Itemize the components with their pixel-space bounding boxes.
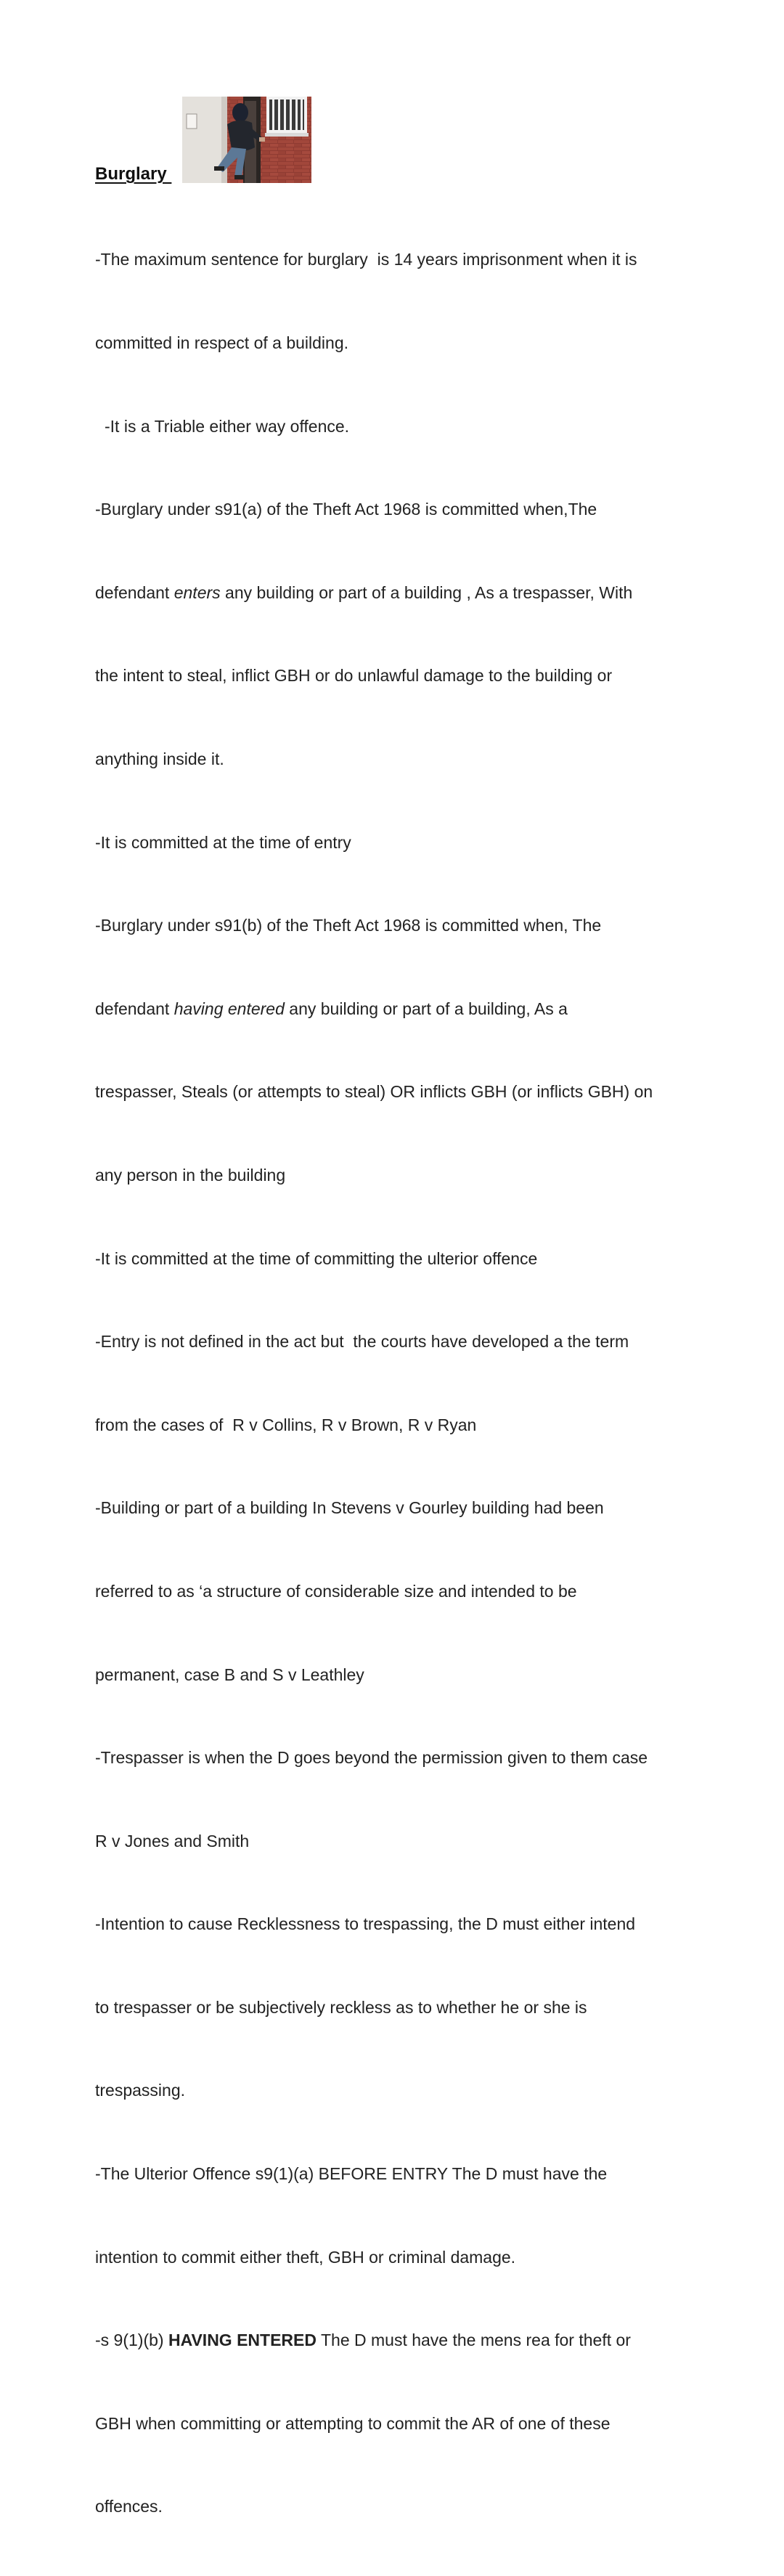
- text-line: -It is committed at the time of committing the ulterior offence: [95, 1248, 538, 1268]
- text-line: -The Ulterior Offence s9(1)(a) BEFORE ENTRY The D must have the: [95, 2164, 608, 2184]
- text-line: -Trespasser is when the D goes beyond the permission given to them case: [95, 1748, 648, 1768]
- text-line: intention to commit either theft, GBH or criminal damage.: [95, 2247, 516, 2267]
- text-line: -The maximum sentence for burglary is 14 years imprisonment when it is: [95, 250, 637, 269]
- text-line: -It is a Triable either way offence.: [105, 416, 350, 436]
- text-line: referred to as ‘a structure of considerable size and intended to be: [95, 1581, 577, 1601]
- text-line: -Burglary under s91(a) of the Theft Act 1968 is committed when,The: [95, 500, 597, 519]
- text-line: trespassing.: [95, 2081, 186, 2100]
- text-line: R v Jones and Smith: [95, 1831, 250, 1850]
- text-line: committed in respect of a building.: [95, 333, 349, 352]
- text-line: the intent to steal, inflict GBH or do unlawful damage to the building or: [95, 666, 613, 686]
- text-line: to trespasser or be subjectively reckless as to whether he or she is: [95, 1997, 587, 2017]
- document-body: [95, 190, 698, 2576]
- text-line: from the cases of R v Collins, R v Brown, R v Ryan: [95, 1415, 477, 1434]
- emphasis-enters: enters: [173, 582, 221, 602]
- document-title: Burglary: [95, 164, 172, 184]
- text-line: -Burglary under s91(b) of the Theft Act 1968 is committed when, The: [95, 916, 602, 935]
- text-line: defendant enters any building or part of a building , As a trespasser, With: [95, 582, 633, 602]
- text-line: offences.: [95, 2497, 163, 2516]
- text-line: -Building or part of a building In Stevens v Gourley building had been: [95, 1498, 604, 1518]
- burglar-photo: [182, 97, 311, 183]
- emphasis-having-entered-bold: HAVING ENTERED: [168, 2331, 317, 2350]
- text-line: -s 9(1)(b) HAVING ENTERED The D must have the mens rea for theft or: [95, 2331, 631, 2350]
- text-line: trespasser, Steals (or attempts to steal) OR inflicts GBH (or inflicts GBH) on: [95, 1082, 653, 1102]
- text-line: -It is committed at the time of entry: [95, 832, 351, 852]
- text-line: -Entry is not defined in the act but the courts have developed a the term: [95, 1332, 629, 1352]
- text-line: any person in the building: [95, 1165, 286, 1185]
- text-line: defendant having entered any building or part of a building, As a: [95, 999, 568, 1018]
- text-line: anything inside it.: [95, 749, 224, 768]
- text-line: permanent, case B and S v Leathley: [95, 1665, 364, 1684]
- text-line: GBH when committing or attempting to commit the AR of one of these: [95, 2413, 611, 2433]
- emphasis-having-entered: having entered: [173, 999, 285, 1018]
- text-line: -Intention to cause Recklessness to trespassing, the D must either intend: [95, 1914, 636, 1934]
